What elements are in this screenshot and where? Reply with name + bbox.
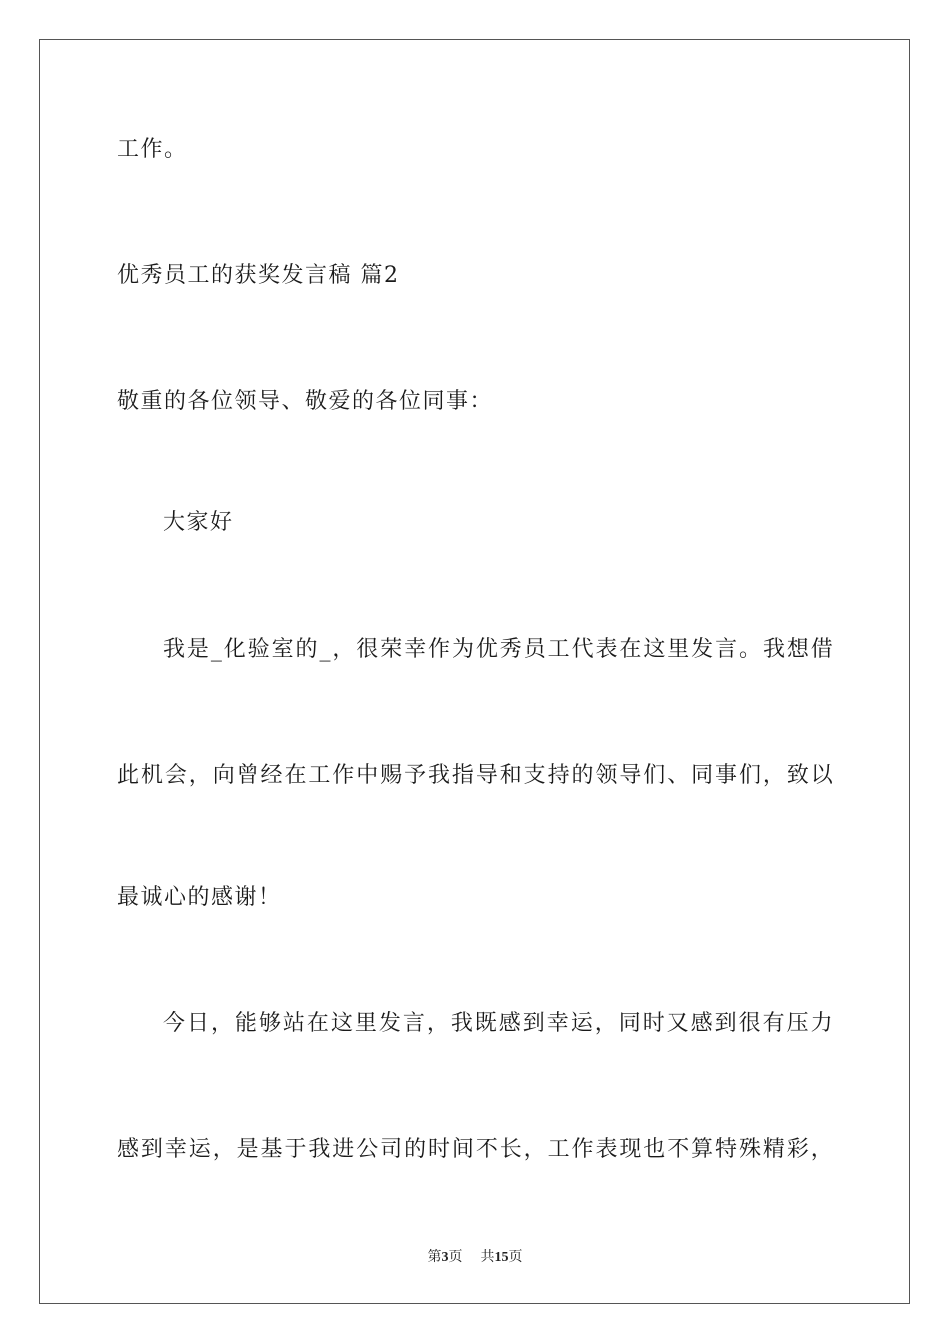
- glyph: ，: [188, 763, 211, 788]
- glyph: 、: [667, 763, 690, 788]
- glyph: 曾: [236, 763, 259, 788]
- glyph: 我: [163, 637, 186, 662]
- glyph: 中: [356, 763, 379, 788]
- glyph: 是: [236, 1137, 259, 1162]
- glyph: 以: [810, 763, 833, 788]
- glyph: ，: [332, 637, 355, 662]
- glyph: 予: [404, 763, 427, 788]
- glyph: 幸: [404, 637, 427, 662]
- glyph: 导: [619, 763, 642, 788]
- glyph: 们: [738, 763, 761, 788]
- glyph: 赐: [380, 763, 403, 788]
- glyph: 作: [571, 1137, 594, 1162]
- glyph: 彩: [786, 1137, 809, 1162]
- glyph: 我: [450, 1011, 473, 1036]
- glyph: 时: [642, 1011, 665, 1036]
- glyph: 作: [332, 763, 355, 788]
- glyph: 事: [715, 763, 738, 788]
- glyph: 里: [354, 1011, 377, 1036]
- page-prefix: 第: [427, 1250, 442, 1265]
- glyph: 言: [402, 1011, 425, 1036]
- glyph: 到: [522, 1011, 545, 1036]
- glyph: 致: [786, 763, 809, 788]
- glyph: 和: [499, 763, 522, 788]
- glyph: 领: [595, 763, 618, 788]
- paragraph-line: [117, 761, 833, 791]
- glyph: 荣: [380, 637, 403, 662]
- glyph: 秀: [499, 637, 522, 662]
- glyph: 表: [595, 637, 618, 662]
- glyph: 又: [666, 1011, 689, 1036]
- glyph: 。: [739, 637, 762, 662]
- glyph: 时: [427, 1137, 450, 1162]
- glyph: 导: [475, 763, 498, 788]
- total-pages: 15: [494, 1250, 509, 1265]
- glyph: 室: [271, 637, 294, 662]
- glyph: 不: [475, 1137, 498, 1162]
- glyph: 言: [715, 637, 738, 662]
- glyph: 代: [571, 637, 594, 662]
- glyph: 同: [691, 763, 714, 788]
- glyph: 的: [295, 637, 318, 662]
- glyph: 表: [595, 1137, 618, 1162]
- glyph: 指: [451, 763, 474, 788]
- glyph: 的: [571, 763, 594, 788]
- glyph: 这: [643, 637, 666, 662]
- total-suffix: 页: [508, 1250, 523, 1265]
- glyph: 司: [380, 1137, 403, 1162]
- paragraph-line: 最诚心的感谢！: [117, 885, 282, 910]
- glyph: ，: [810, 1137, 833, 1162]
- glyph: ，: [210, 1011, 233, 1036]
- greeting-line: 大家好: [163, 510, 234, 535]
- glyph: 很: [356, 637, 379, 662]
- glyph: 借: [810, 637, 833, 662]
- glyph: 优: [475, 637, 498, 662]
- glyph: 同: [618, 1011, 641, 1036]
- glyph: ，: [426, 1011, 449, 1036]
- glyph: 在: [306, 1011, 329, 1036]
- glyph: 能: [234, 1011, 257, 1036]
- glyph: 机: [140, 763, 163, 788]
- glyph: 会: [164, 763, 187, 788]
- glyph: 压: [786, 1011, 809, 1036]
- glyph: 工: [547, 1137, 570, 1162]
- section-heading: 优秀员工的获奖发言稿 篇2: [117, 263, 400, 288]
- glyph: 我: [762, 637, 785, 662]
- glyph: 基: [260, 1137, 283, 1162]
- glyph: 发: [378, 1011, 401, 1036]
- glyph: 的: [404, 1137, 427, 1162]
- glyph: 运: [570, 1011, 593, 1036]
- glyph: 里: [667, 637, 690, 662]
- page-footer: [0, 1249, 950, 1267]
- glyph: 站: [282, 1011, 305, 1036]
- salutation-line: 敬重的各位领导、敬爱的各位同事：: [117, 389, 494, 414]
- glyph: 向: [212, 763, 235, 788]
- glyph: 想: [786, 637, 809, 662]
- glyph: 化: [223, 637, 246, 662]
- glyph: 力: [810, 1011, 833, 1036]
- glyph: 殊: [738, 1137, 761, 1162]
- text-line-continuation: 工作。: [117, 137, 188, 162]
- glyph: 发: [691, 637, 714, 662]
- glyph: 此: [117, 763, 140, 788]
- glyph: 现: [619, 1137, 642, 1162]
- glyph: 为: [451, 637, 474, 662]
- glyph: 经: [260, 763, 283, 788]
- glyph: 作: [428, 637, 451, 662]
- glyph: 感: [498, 1011, 521, 1036]
- glyph: 于: [284, 1137, 307, 1162]
- glyph: 们: [643, 763, 666, 788]
- glyph: 员: [523, 637, 546, 662]
- glyph: 我: [308, 1137, 331, 1162]
- glyph: 在: [619, 637, 642, 662]
- glyph: 长: [499, 1137, 522, 1162]
- glyph: 进: [332, 1137, 355, 1162]
- paragraph-line: [163, 1009, 833, 1039]
- paragraph-line: [117, 1135, 833, 1165]
- glyph: 工: [308, 763, 331, 788]
- glyph: 运: [188, 1137, 211, 1162]
- glyph: 我: [427, 763, 450, 788]
- glyph: 精: [762, 1137, 785, 1162]
- glyph: ，: [762, 763, 785, 788]
- glyph: 日: [186, 1011, 209, 1036]
- glyph: 算: [691, 1137, 714, 1162]
- glyph: 在: [284, 763, 307, 788]
- glyph: 够: [258, 1011, 281, 1036]
- glyph: 到: [140, 1137, 163, 1162]
- glyph: 今: [163, 1011, 186, 1036]
- total-prefix: 共: [480, 1250, 495, 1265]
- glyph: 不: [667, 1137, 690, 1162]
- glyph: 工: [547, 637, 570, 662]
- paragraph-line: [163, 635, 833, 665]
- glyph: 既: [474, 1011, 497, 1036]
- glyph: 持: [547, 763, 570, 788]
- glyph: ，: [212, 1137, 235, 1162]
- glyph: 有: [762, 1011, 785, 1036]
- glyph: 验: [247, 637, 270, 662]
- glyph: 很: [738, 1011, 761, 1036]
- glyph: 特: [715, 1137, 738, 1162]
- glyph: ，: [523, 1137, 546, 1162]
- page-frame: [39, 39, 910, 1304]
- page-suffix: 页: [448, 1250, 463, 1265]
- glyph: 幸: [164, 1137, 187, 1162]
- glyph: 公: [356, 1137, 379, 1162]
- glyph: _: [319, 637, 331, 662]
- glyph: 到: [714, 1011, 737, 1036]
- page-current: 3: [441, 1250, 449, 1265]
- glyph: _: [210, 637, 222, 662]
- glyph: 幸: [546, 1011, 569, 1036]
- glyph: 也: [643, 1137, 666, 1162]
- glyph: 感: [117, 1137, 140, 1162]
- glyph: 感: [690, 1011, 713, 1036]
- glyph: 是: [186, 637, 209, 662]
- glyph: 间: [451, 1137, 474, 1162]
- glyph: 支: [523, 763, 546, 788]
- glyph: 这: [330, 1011, 353, 1036]
- glyph: ，: [594, 1011, 617, 1036]
